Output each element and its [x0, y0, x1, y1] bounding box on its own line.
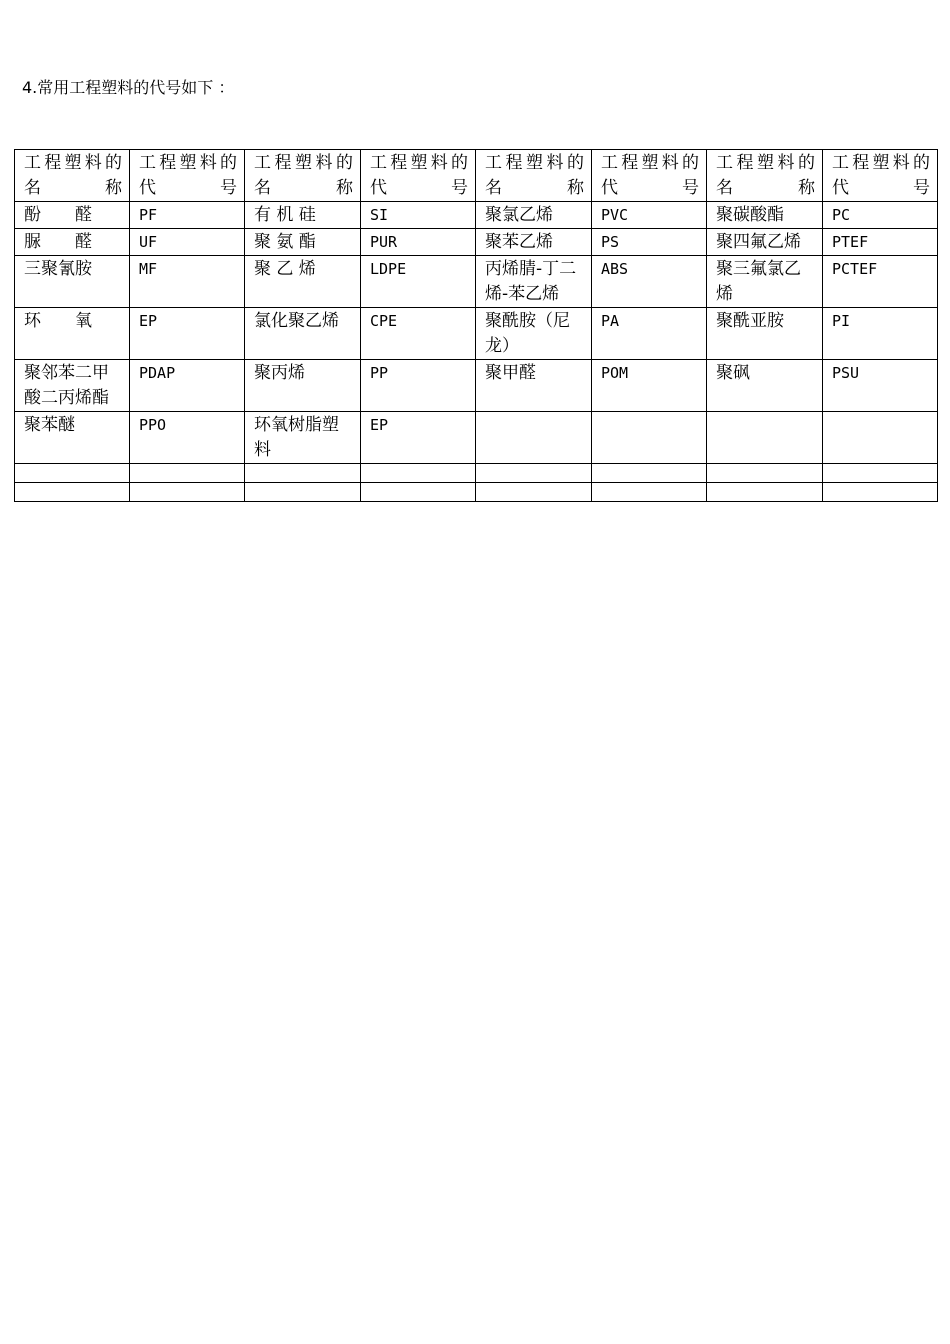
plastic-name-cell: 环 氧 — [15, 308, 130, 360]
empty-cell — [592, 464, 707, 483]
table-header-row — [15, 150, 938, 202]
header-line: 工程塑料的 — [24, 153, 122, 173]
plastic-name-cell: 聚酰胺（尼龙） — [476, 308, 592, 360]
plastic-code-cell: ABS — [592, 256, 707, 308]
plastic-code-cell: PVC — [592, 202, 707, 229]
plastic-name-cell: 三聚氰胺 — [15, 256, 130, 308]
plastic-name-cell: 聚四氟乙烯 — [707, 229, 823, 256]
plastic-code-cell: PCTEF — [823, 256, 938, 308]
header-line: 代 号 — [601, 178, 699, 198]
plastic-name-cell: 聚三氟氯乙烯 — [707, 256, 823, 308]
table-row — [15, 308, 938, 360]
header-line: 工程塑料的 — [139, 153, 237, 173]
plastic-code-cell: LDPE — [361, 256, 476, 308]
plastic-name-cell: 聚氯乙烯 — [476, 202, 592, 229]
header-line: 工程塑料的 — [832, 153, 930, 173]
plastic-name-cell: 有 机 硅 — [245, 202, 361, 229]
empty-cell — [707, 464, 823, 483]
plastic-name-cell: 聚酰亚胺 — [707, 308, 823, 360]
header-cell-code — [592, 150, 707, 202]
header-line: 名 称 — [716, 178, 815, 198]
plastic-name-cell: 丙烯腈-丁二烯-苯乙烯 — [476, 256, 592, 308]
plastic-name-cell: 酚 醛 — [15, 202, 130, 229]
plastic-name-cell: 聚 氨 酯 — [245, 229, 361, 256]
plastic-code-cell: PPO — [130, 412, 245, 464]
plastic-code-cell: PTEF — [823, 229, 938, 256]
plastic-code-cell: MF — [130, 256, 245, 308]
plastic-code-cell: EP — [130, 308, 245, 360]
table-row — [15, 360, 938, 412]
header-cell-code — [823, 150, 938, 202]
plastic-code-cell: SI — [361, 202, 476, 229]
empty-cell — [823, 483, 938, 502]
plastic-code-cell: PI — [823, 308, 938, 360]
empty-cell — [476, 464, 592, 483]
table-row — [15, 202, 938, 229]
plastics-code-table — [14, 149, 938, 502]
empty-cell — [361, 464, 476, 483]
plastic-name-cell: 聚丙烯 — [245, 360, 361, 412]
header-cell-code — [130, 150, 245, 202]
empty-cell — [15, 464, 130, 483]
header-line: 代 号 — [370, 178, 468, 198]
table-row — [15, 256, 938, 308]
header-line: 工程塑料的 — [370, 153, 468, 173]
empty-cell — [361, 483, 476, 502]
header-cell-name — [245, 150, 361, 202]
header-line: 代 号 — [139, 178, 237, 198]
empty-cell — [245, 483, 361, 502]
plastic-name-cell: 聚碳酸酯 — [707, 202, 823, 229]
plastic-name-cell — [707, 412, 823, 464]
plastic-code-cell: PC — [823, 202, 938, 229]
table-row — [15, 412, 938, 464]
plastic-name-cell: 环氧树脂塑料 — [245, 412, 361, 464]
plastic-name-cell — [476, 412, 592, 464]
plastic-code-cell: PA — [592, 308, 707, 360]
header-line: 工程塑料的 — [601, 153, 699, 173]
empty-cell — [130, 483, 245, 502]
header-line: 名 称 — [254, 178, 353, 198]
header-line: 名 称 — [485, 178, 584, 198]
table-row — [15, 229, 938, 256]
header-cell-name — [15, 150, 130, 202]
empty-cell — [245, 464, 361, 483]
plastic-name-cell: 聚邻苯二甲酸二丙烯酯 — [15, 360, 130, 412]
plastic-code-cell — [592, 412, 707, 464]
plastic-code-cell: CPE — [361, 308, 476, 360]
empty-table-row — [15, 464, 938, 483]
plastic-code-cell: PSU — [823, 360, 938, 412]
plastic-code-cell — [823, 412, 938, 464]
plastic-name-cell: 聚苯醚 — [15, 412, 130, 464]
header-line: 工程塑料的 — [485, 153, 584, 173]
plastic-name-cell: 聚苯乙烯 — [476, 229, 592, 256]
plastic-name-cell: 聚砜 — [707, 360, 823, 412]
empty-cell — [823, 464, 938, 483]
plastic-name-cell: 氯化聚乙烯 — [245, 308, 361, 360]
empty-cell — [707, 483, 823, 502]
header-line: 名 称 — [24, 178, 122, 198]
empty-cell — [592, 483, 707, 502]
header-cell-code — [361, 150, 476, 202]
header-cell-name — [476, 150, 592, 202]
plastic-name-cell: 聚甲醛 — [476, 360, 592, 412]
empty-cell — [15, 483, 130, 502]
header-line: 工程塑料的 — [254, 153, 353, 173]
plastic-code-cell: PP — [361, 360, 476, 412]
plastic-code-cell: PUR — [361, 229, 476, 256]
header-line: 代 号 — [832, 178, 930, 198]
section-heading: 4.常用工程塑料的代号如下 ： — [22, 78, 235, 97]
plastic-name-cell: 脲 醛 — [15, 229, 130, 256]
plastic-code-cell: UF — [130, 229, 245, 256]
header-cell-name — [707, 150, 823, 202]
plastic-name-cell: 聚 乙 烯 — [245, 256, 361, 308]
plastic-code-cell: PS — [592, 229, 707, 256]
empty-cell — [130, 464, 245, 483]
header-line: 工程塑料的 — [716, 153, 815, 173]
plastic-code-cell: EP — [361, 412, 476, 464]
plastic-code-cell: POM — [592, 360, 707, 412]
plastic-code-cell: PF — [130, 202, 245, 229]
empty-cell — [476, 483, 592, 502]
plastic-code-cell: PDAP — [130, 360, 245, 412]
empty-table-row — [15, 483, 938, 502]
